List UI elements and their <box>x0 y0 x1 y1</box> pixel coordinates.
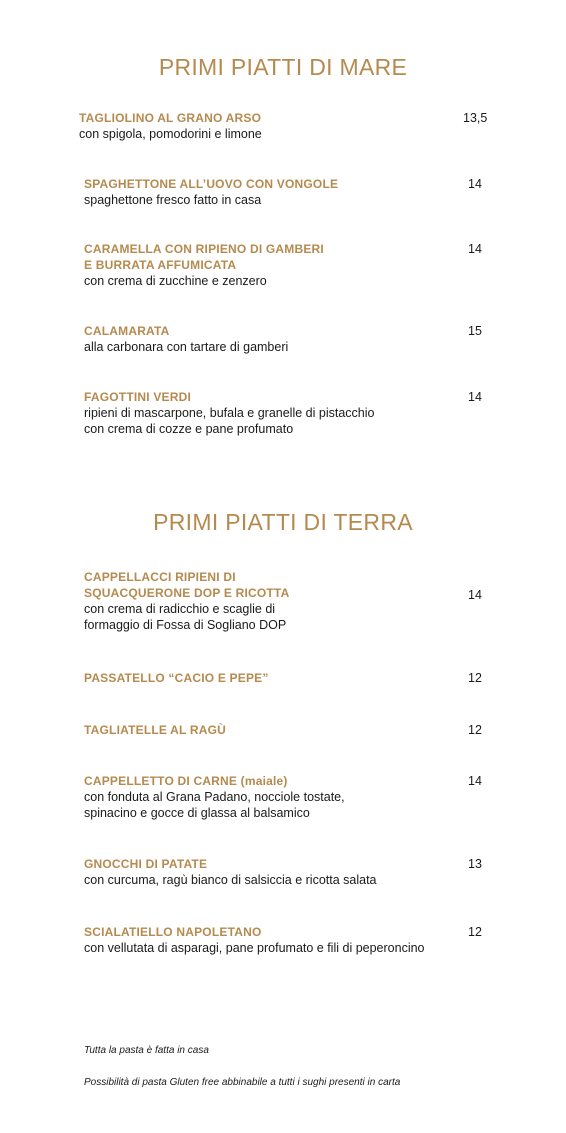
item-description: con crema di zucchine e zenzero <box>84 274 267 288</box>
item-name-line-2: SQUACQUERONE DOP E RICOTTA <box>84 586 290 600</box>
item-name: CALAMARATA <box>84 324 170 338</box>
footnote-gluten-free: Possibilità di pasta Gluten free abbinabile a tutti i sughi presenti in carta <box>84 1077 401 1088</box>
menu-item <box>84 722 504 738</box>
item-price: 12 <box>468 723 482 737</box>
item-price: 12 <box>468 925 482 939</box>
item-description-line-2: con crema di cozze e pane profumato <box>84 422 294 436</box>
menu-item <box>84 323 504 355</box>
item-description: ripieni di mascarpone, bufala e granelle di pistacchio <box>84 406 375 420</box>
item-price: 14 <box>468 588 482 602</box>
item-name: CAPPELLACCI RIPIENI DI <box>84 570 236 584</box>
item-price: 14 <box>468 390 482 404</box>
section-title-terra: PRIMI PIATTI DI TERRA <box>153 509 413 535</box>
item-description: con fonduta al Grana Padano, nocciole tostate, <box>84 790 345 804</box>
item-description: con spigola, pomodorini e limone <box>79 127 262 141</box>
item-description-line-2: spinacino e gocce di glassa al balsamico <box>84 806 310 820</box>
menu-item <box>84 670 504 686</box>
menu-item <box>84 856 504 888</box>
item-name: TAGLIATELLE AL RAGÙ <box>84 723 227 737</box>
item-name: SCIALATIELLO NAPOLETANO <box>84 925 262 939</box>
section-title-mare: PRIMI PIATTI DI MARE <box>158 54 408 80</box>
menu-item <box>84 389 504 437</box>
item-name: CARAMELLA CON RIPIENO DI GAMBERI <box>84 242 324 256</box>
item-description: con curcuma, ragù bianco di salsiccia e ricotta salata <box>84 873 377 887</box>
item-description: alla carbonara con tartare di gamberi <box>84 340 289 354</box>
item-price: 14 <box>468 774 482 788</box>
item-description: con crema di radicchio e scaglie di <box>84 602 276 616</box>
item-price: 15 <box>468 324 482 338</box>
menu-item <box>84 176 504 208</box>
menu-item <box>84 924 524 956</box>
item-price: 13 <box>468 857 482 871</box>
menu-item <box>84 241 504 289</box>
item-name: PASSATELLO “CACIO E PEPE” <box>84 671 269 685</box>
footnote-homemade-pasta: Tutta la pasta è fatta in casa <box>84 1045 209 1056</box>
item-name: GNOCCHI DI PATATE <box>84 857 208 871</box>
item-name: TAGLIOLINO AL GRANO ARSO <box>79 111 262 125</box>
item-price: 14 <box>468 242 482 256</box>
item-name: CAPPELLETTO DI CARNE (maiale) <box>84 774 288 788</box>
item-name: FAGOTTINI VERDI <box>84 390 192 404</box>
item-name-line-2: E BURRATA AFFUMICATA <box>84 258 237 272</box>
item-description: con vellutata di asparagi, pane profumato e fili di peperoncino <box>84 941 425 955</box>
item-description: spaghettone fresco fatto in casa <box>84 193 262 207</box>
item-description-line-2: formaggio di Fossa di Sogliano DOP <box>84 618 287 632</box>
item-price: 14 <box>468 177 482 191</box>
item-price: 13,5 <box>463 111 488 125</box>
item-price: 12 <box>468 671 482 685</box>
menu-item <box>84 773 504 821</box>
item-name: SPAGHETTONE ALL’UOVO CON VONGOLE <box>84 177 339 191</box>
menu-item <box>84 569 504 633</box>
menu-item <box>79 110 499 142</box>
